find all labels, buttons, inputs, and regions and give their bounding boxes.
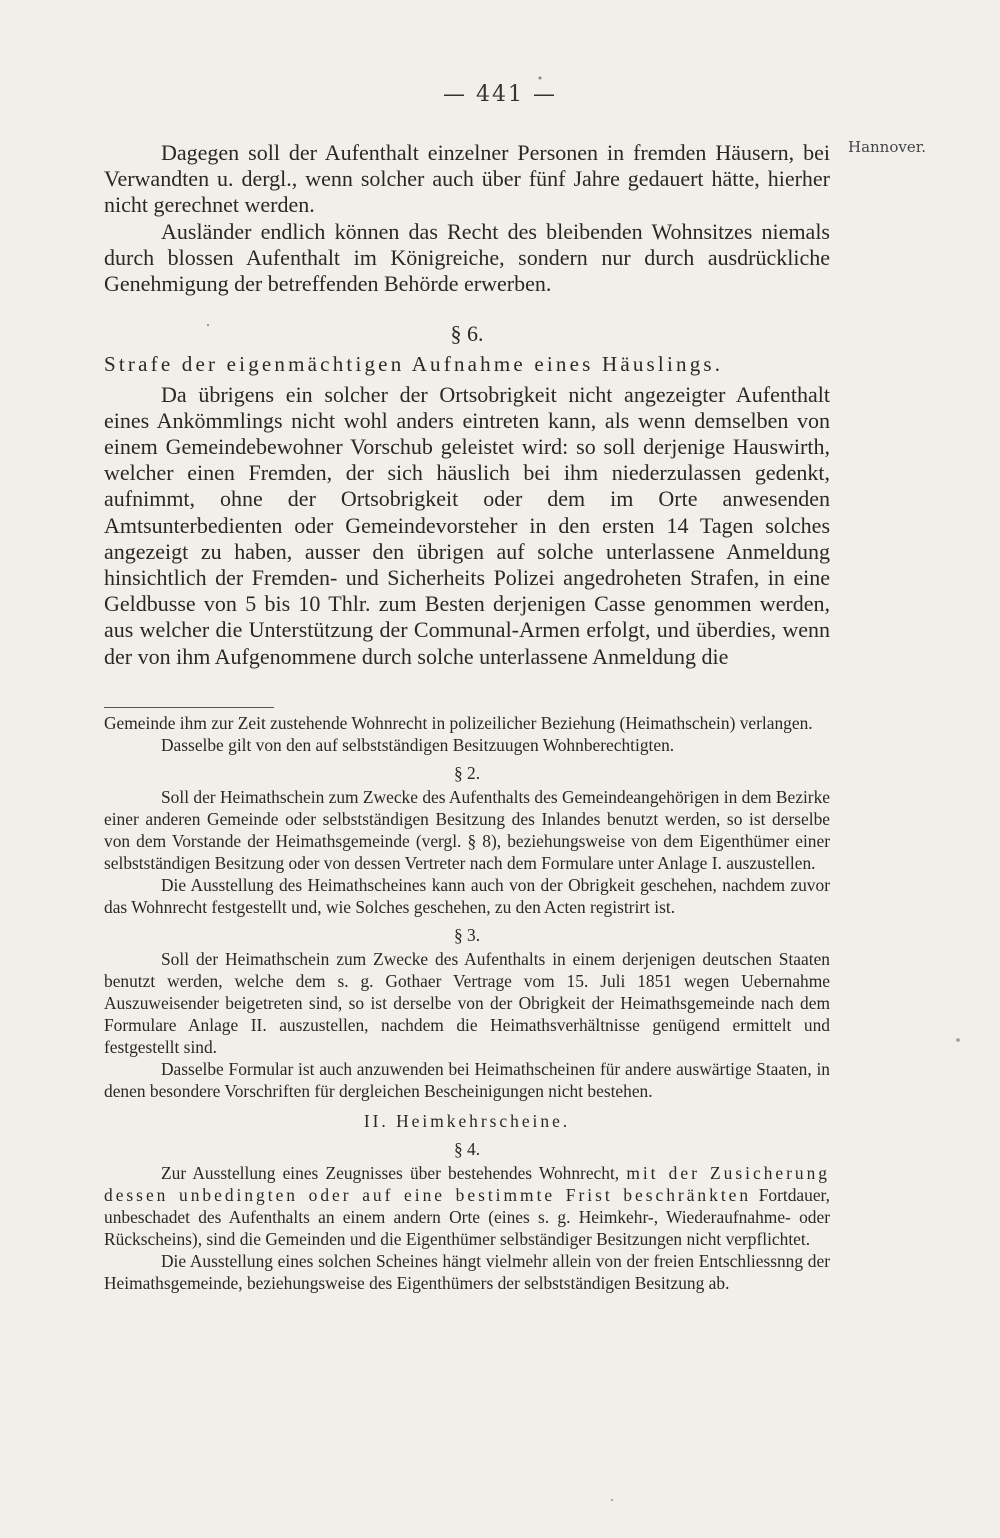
- footnote-text-5: Soll der Heimathschein zum Zwecke des Aufenthalts in einem derjenigen deutschen Staaten benutzt werden, welche dem s. g. Gothaer Vertrage vom 15. Juli 1851 wegen Uebernahme Auszuweisender beigetreten sind, so ist derselbe von der Obrigkeit der Heimathsgemeinde nach dem Formulare Anlage II. auszustellen, nachdem die Heimathsverhältnisse genügend ermittelt und festgestellt sind.: [104, 949, 830, 1057]
- footnote-text-7c: Fortdauer, unbeschadet des Aufenthalts an einem andern Orte (eines s. g. Heimkehr-, Wiederaufnahme- oder Rückscheins), sind die Gemeinden und die Eigenthümer selbständiger Besitzungen nicht verpflichtet.: [104, 1185, 830, 1249]
- margin-note: Hannover.: [848, 138, 927, 156]
- footnote-text-2: Dasselbe gilt von den auf selbstständigen Besitzuugen Wohnberechtigten.: [161, 735, 675, 755]
- paragraph-2: Ausländer endlich können das Recht des bleibenden Wohnsitzes niemals durch blossen Aufenthalt im Königreiche, sondern nur durch ausdrückliche Genehmigung der betreffenden Behörde erwerben.: [104, 218, 830, 297]
- footnote-heading-heimkehrscheine: II. Heimkehrscheine.: [363, 1111, 571, 1131]
- footnote-section-2: § 2.: [453, 763, 481, 783]
- footnote-block: [104, 712, 830, 1294]
- footnote-text-7-spaced: mit der Zusicherung dessen unbedingten oder auf eine bestimmte Frist beschränkten: [104, 1163, 830, 1205]
- footnote-text-3: Soll der Heimathschein zum Zwecke des Aufenthalts des Gemeindeangehörigen in dem Bezirke einer anderen Gemeinde oder selbstständigen Besitzung des Inlandes benutzt werden, so ist derselbe von dem Vorstande der Heimathsgemeinde (vergl. § 8), beziehungsweise von dem Eigenthümer einer selbstständigen Besitzung oder von dessen Vertreter nach dem Formulare unter Anlage I. auszustellen.: [104, 787, 830, 873]
- footnote-text-1: Gemeinde ihm zur Zeit zustehende Wohnrecht in polizeilicher Beziehung (Heimathschein) verlangen.: [104, 713, 813, 733]
- footnote-text-8: Die Ausstellung eines solchen Scheines hängt vielmehr allein von der freien Entschliessnng der Heimathsgemeinde, beziehungsweise des Eigenthümers der selbstständigen Besitzung ab.: [104, 1251, 830, 1293]
- footnote-text-7a: Zur Ausstellung eines Zeugnisses über bestehendes Wohnrecht,: [161, 1163, 627, 1183]
- footnote-section-4: § 4.: [453, 1139, 481, 1159]
- footnote-text-4: Die Ausstellung des Heimathscheines kann auch von der Obrigkeit geschehen, nachdem zuvor das Wohnrecht festgestellt und, wie Solches geschehen, zu den Acten registrirt ist.: [104, 875, 830, 917]
- footnote-text-6: Dasselbe Formular ist auch anzuwenden bei Heimathscheinen für andere auswärtige Staaten, in denen besondere Vorschriften für dergleichen Bescheinigungen nicht bestehen.: [104, 1059, 830, 1101]
- section-mark-6: § 6.: [450, 321, 484, 347]
- section-title: Strafe der eigenmächtigen Aufnahme eines Häuslings.: [104, 352, 724, 377]
- footnote-text-7: [104, 1162, 830, 1250]
- footnote-rule: [104, 707, 274, 708]
- page-number: — 441 —: [443, 82, 557, 107]
- paragraph-3: Da übrigens ein solcher der Ortsobrigkeit nicht angezeigter Aufenthalt eines Ankömmlings nicht wohl anders eintreten kann, als wenn demselben von einem Gemeindebewohner Vorschub geleistet wird: so soll derjenige Hauswirth, welcher einen Fremden, der sich häuslich bei ihm niederzulassen gedenkt, aufnimmt, ohne der Ortsobrigkeit oder dem im Orte anwesenden Amtsunterbedienten oder Gemeindevorsteher in den ersten 14 Tagen solches angezeigt zu haben, ausser den übrigen auf solche unterlassene Anmeldung hinsichtlich der Fremden- und Sicherheits Polizei angedroheten Strafen, in eine Geldbusse von 5 bis 10 Thlr. zum Besten derjenigen Casse genommen werden, aus welcher die Unterstützung der Communal-Armen erfolgt, und überdies, wenn der von ihm Aufgenommene durch solche unterlassene Anmeldung die: [104, 381, 830, 669]
- main-text: [104, 140, 830, 670]
- paragraph-1: Dagegen soll der Aufenthalt einzelner Personen in fremden Häusern, bei Verwandten u. dergl., wenn solcher auch über fünf Jahre gedauert hätte, hierher nicht gerechnet werden.: [104, 140, 830, 218]
- footnote-section-3: § 3.: [453, 925, 481, 945]
